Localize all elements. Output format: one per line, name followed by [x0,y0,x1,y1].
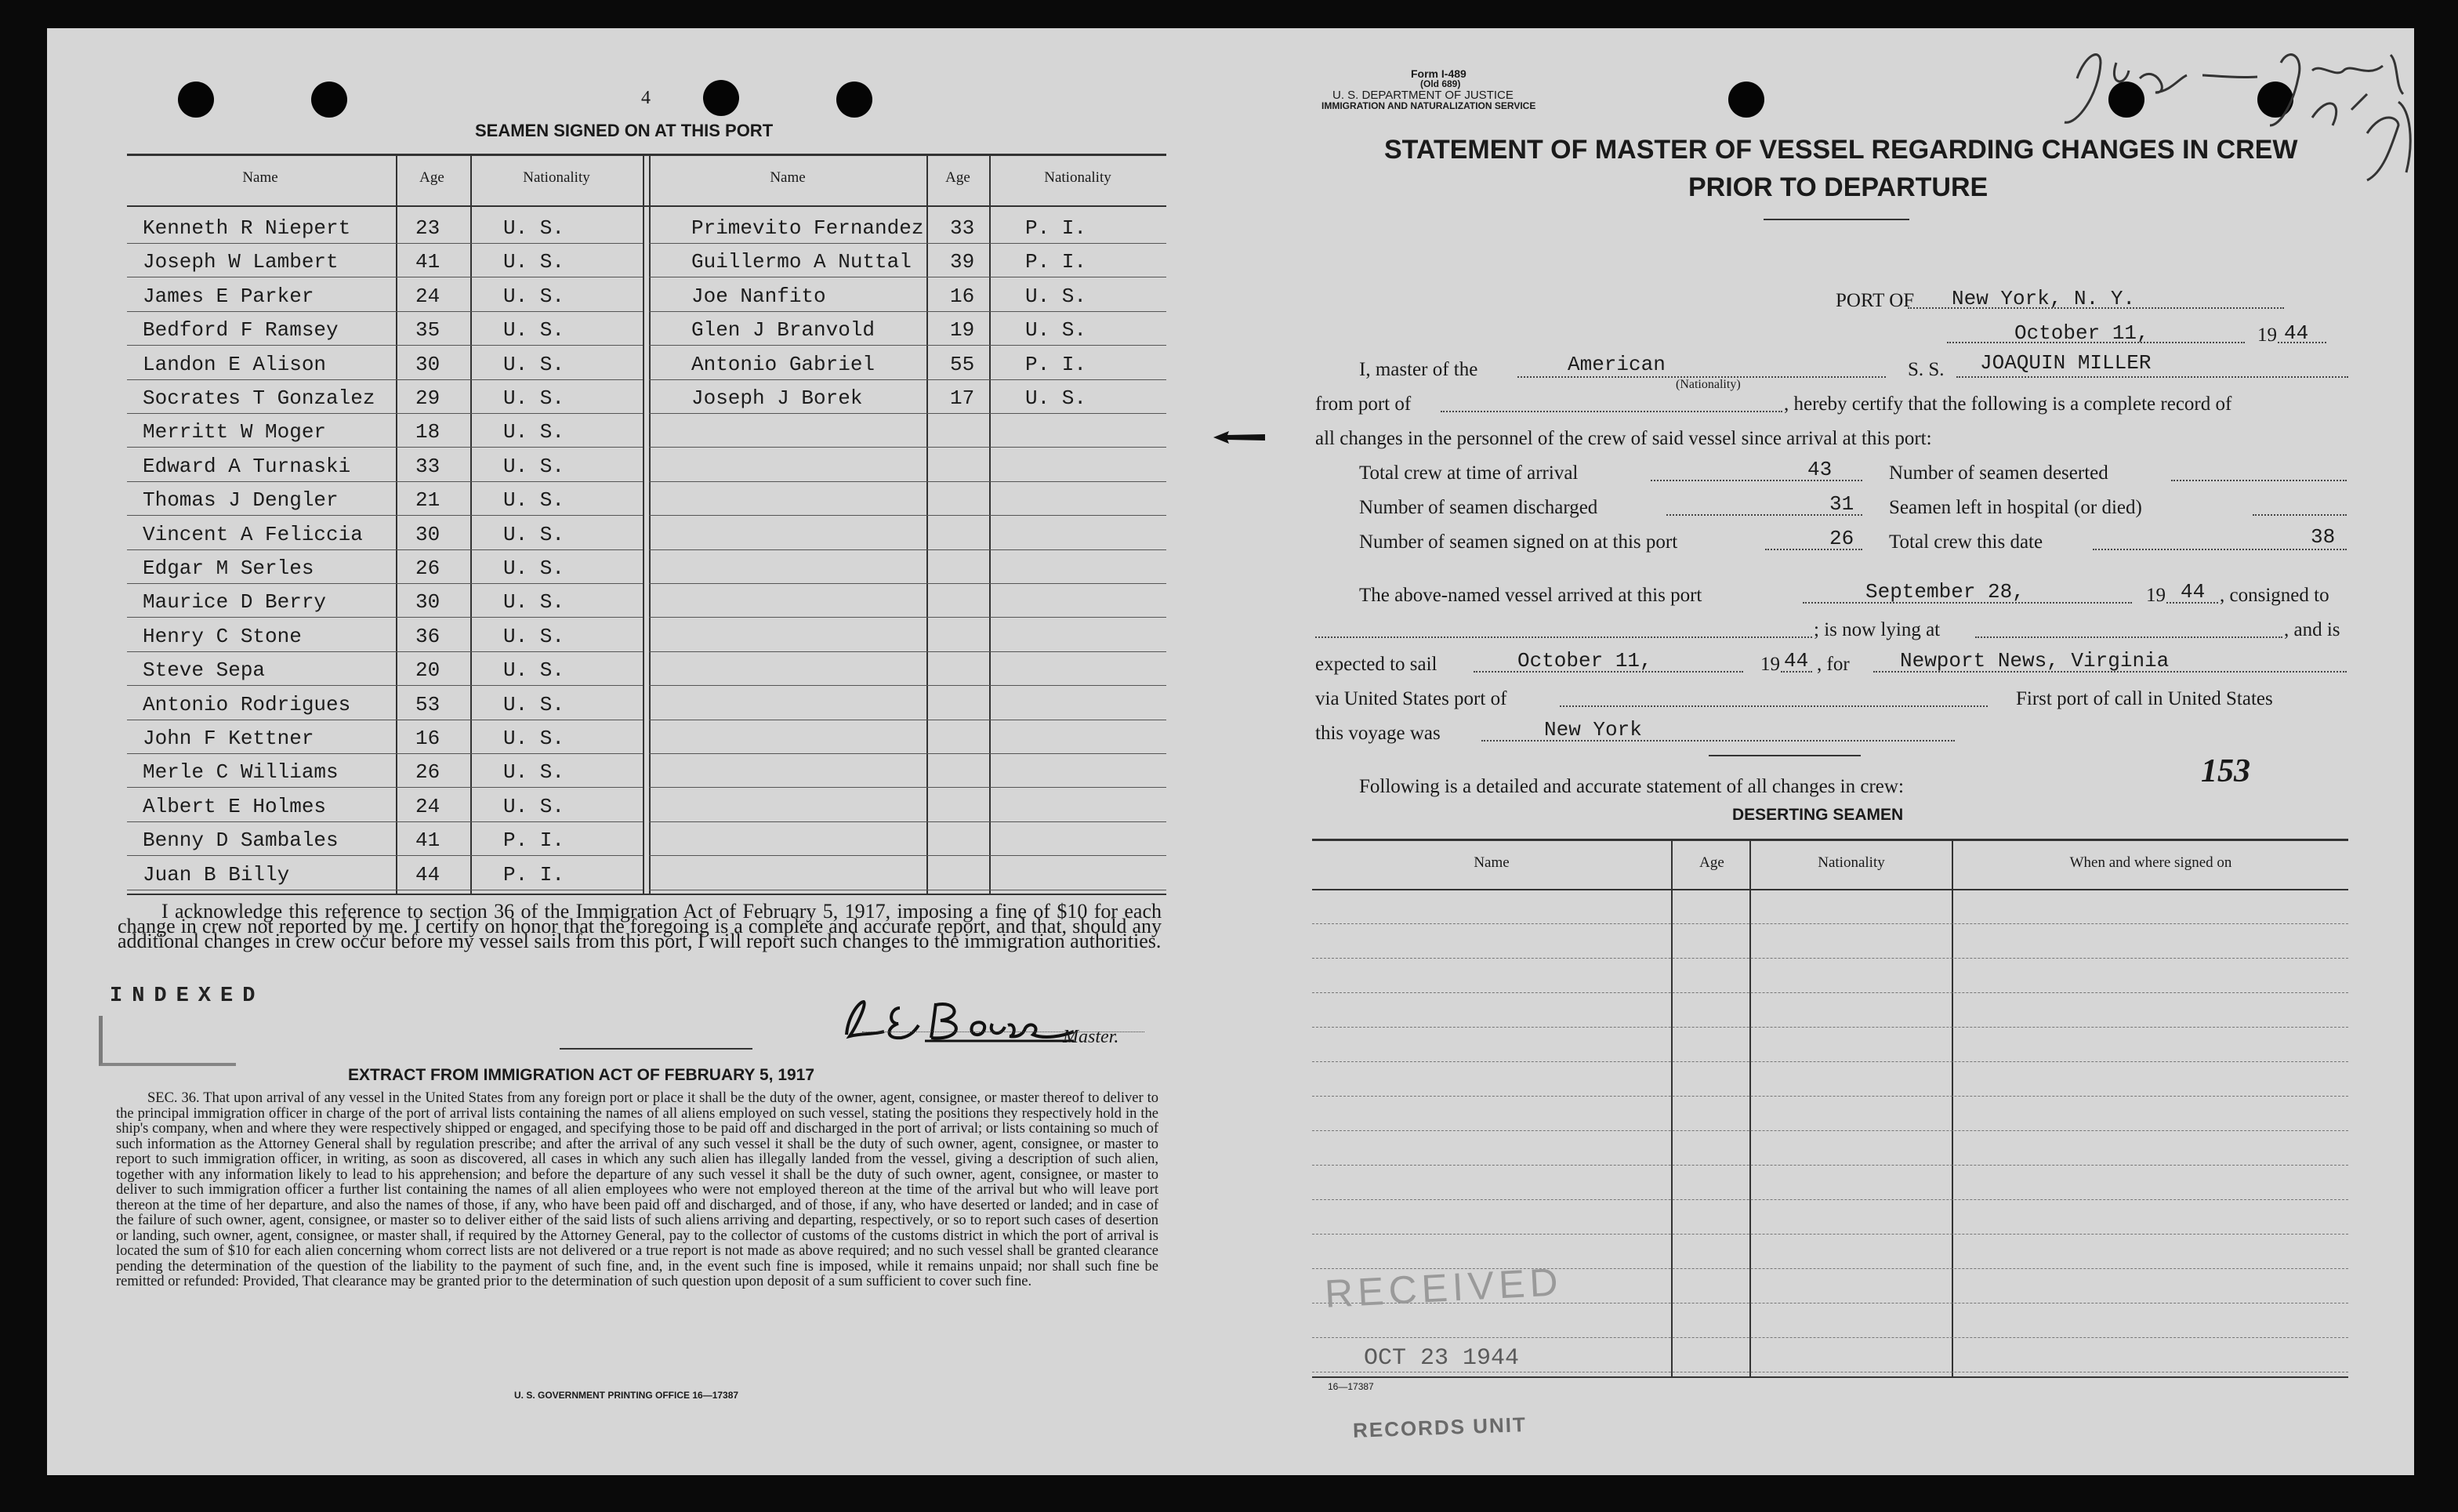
printing-office: U. S. GOVERNMENT PRINTING OFFICE 16—17387 [514,1390,739,1401]
date-value: October 11, [2014,321,2149,345]
total-crew-date: 38 [2311,525,2336,549]
row-rule [1312,1199,2348,1200]
seaman-nationality: U. S. [503,794,565,818]
for-label: , for [1817,654,1850,675]
via-label: via United States port of [1315,688,1507,709]
short-rule [1709,755,1861,756]
seaman-age: 41 [415,250,440,274]
sail-year: 44 [1784,649,1809,673]
table-row [127,314,643,347]
hospital-label: Seamen left in hospital (or died) [1889,497,2142,518]
col-header-name: Name [242,169,278,186]
row-rule [649,311,1166,312]
table-row [127,280,643,314]
seaman-nationality: P. I. [1025,216,1087,240]
port-value: New York, N. Y. [1952,287,2136,310]
via-line [1560,705,1988,707]
seaman-nationality: P. I. [503,862,565,887]
deserting-col-name: Name [1474,854,1510,871]
this-voyage-label: this voyage was [1315,723,1441,744]
expected-label: expected to sail [1315,654,1437,675]
total-crew-date-label: Total crew this date [1889,531,2043,553]
table-row [127,586,643,619]
table-row [127,824,643,858]
document-title: STATEMENT OF MASTER OF VESSEL REGARDING CHANGES IN CREW [1384,135,2298,165]
nationality-value: American [1568,353,1666,376]
seaman-age: 33 [950,216,975,240]
table-row [127,620,643,654]
seaman-name: Landon E Alison [143,352,327,376]
row-rule [649,413,1166,414]
row-rule [649,345,1166,346]
seaman-age: 30 [415,522,440,546]
seaman-nationality: P. I. [503,829,565,853]
arrived-label: The above-named vessel arrived at this port [1359,585,1702,606]
row-rule [1312,1337,2348,1338]
lying-line [1975,636,2282,638]
row-rule [1312,1061,2348,1062]
row-rule [127,753,643,754]
deserted-label: Number of seamen deserted [1889,462,2108,484]
seaman-age: 30 [415,590,440,615]
extract-title: EXTRACT FROM IMMIGRATION ACT OF FEBRUARY 5, 1917 [348,1066,815,1084]
seaman-nationality: U. S. [503,590,565,615]
seaman-nationality: U. S. [503,284,565,308]
seaman-age: 16 [950,284,975,308]
document-subtitle: PRIOR TO DEPARTURE [1688,172,1989,202]
arrived-date: September 28, [1865,580,2025,604]
table-header-rule [127,205,1166,207]
received-stamp: RECEIVED [1323,1260,1564,1316]
discharged-label: Number of seamen discharged [1359,497,1598,518]
nationality-caption: (Nationality) [1676,378,1741,391]
table-row [127,245,643,279]
sheet-number: 153 [2201,753,2250,789]
row-rule [649,787,1166,788]
page-number: 4 [641,88,651,108]
divider-rule [560,1048,752,1050]
col-header-name: Name [770,169,806,186]
row-rule [1312,1165,2348,1166]
deserting-table-bottom [1312,1376,2348,1378]
row-rule [1312,992,2348,993]
arrow-mark [1212,428,1267,447]
all-changes-text: all changes in the personnel of the crew of said vessel since arrival at this port: [1315,428,1932,449]
seaman-nationality: U. S. [503,692,565,716]
table-row [649,314,1166,347]
seaman-name: Benny D Sambales [143,829,339,853]
row-rule [1312,923,2348,924]
ship-name: JOAQUIN MILLER [1980,351,2152,375]
received-date: OCT 23 1944 [1364,1345,1520,1372]
master-of-label: I, master of the [1359,359,1478,380]
seaman-nationality: U. S. [1025,318,1087,343]
seaman-nationality: U. S. [503,522,565,546]
row-rule [649,753,1166,754]
row-rule [649,651,1166,652]
punch-hole [311,82,347,118]
form-code: 16—17387 [1328,1381,1374,1392]
destination: Newport News, Virginia [1900,649,2170,673]
col-divider [643,155,644,894]
seaman-name: Steve Sepa [143,658,266,683]
deserting-title: DESERTING SEAMEN [1732,806,1904,824]
seaman-name: James E Parker [143,284,314,308]
seaman-age: 33 [415,454,440,478]
table-row [127,858,643,892]
row-rule [127,787,643,788]
leader-dots [2253,514,2347,516]
seaman-age: 30 [415,352,440,376]
row-rule [649,583,1166,584]
service: IMMIGRATION AND NATURALIZATION SERVICE [1321,100,1536,111]
title-underline [1764,219,1909,220]
table-row [649,348,1166,382]
deserting-col-age: Age [1699,854,1724,871]
now-lying-at: ; is now lying at [1814,619,1941,640]
row-rule [1312,1234,2348,1235]
seaman-name: Juan B Billy [143,862,290,887]
row-rule [127,651,643,652]
table-row [127,518,643,552]
date-year: 44 [2284,321,2309,345]
seaman-name: Thomas J Dengler [143,488,339,513]
seaman-age: 35 [415,318,440,343]
seaman-nationality: U. S. [503,454,565,478]
extract-text: SEC. 36. That upon arrival of any vessel in the United States from any foreign port or place it shall be the duty of the owner, agent, consignee, or master thereof to deliver to the principal immigration officer in charge of the port of arrival lists containing the names of all aliens employed on such vessel, stating the positions they respectively hold in the ship's company, when and where they were respectively shipped or engaged, and specifying those to be paid off and discharged in the port of arrival; or lists containing so much of such information as the Attorney General shall by regulation prescribe; and after the arrival of any such vessel it shall be the duty of such owner, agent, consignee, or master to report to such immigration officer, in writing, as soon as discovered, all cases in which any such alien has illegally landed from the vessel, giving a description of such alien, together with any information likely to lead to his apprehension; and before the departure of any such vessel it shall be the duty of such owner, agent, consignee, or master to deliver to such immigration officer a further list containing the names of all alien employees who were not employed thereon at the time of the arrival but who will leave port thereon at the time of her departure, and also the names of those, if any, who have been paid off and discharged, and of those, if any, who have deserted or landed; and in case of the failure of such owner, agent, consignee, or master so to deliver either of the said lists of such aliens arriving and departing, respectively, or so to report such cases of desertion or landing, such owner, agent, consignee, or master shall, if required by the Attorney General, pay to the collector of customs of the customs district in which the port of arrival is located the sum of $10 for each alien concerning whom correct lists are not delivered or a true report is not made as above required; and no such vessel shall be granted clearance pending the determination of the question of the liability to the payment of such fine, and, in the event such fine is imposed, while it remains unpaid; nor shall such fine be remitted or refunded: Provided, That clearance may be granted prior to the determination of such question upon deposit of a sum sufficient to cover such fine. [116,1090,1158,1289]
deserting-col-signed-on: When and where signed on [2069,854,2232,871]
arrived-year: 44 [2181,580,2206,604]
row-rule [127,549,643,550]
seaman-age: 24 [415,794,440,818]
row-rule [649,481,1166,482]
col-header-nationality: Nationality [523,169,590,186]
punch-hole [1728,82,1764,118]
row-rule [649,617,1166,618]
seaman-name: Merle C Williams [143,760,339,785]
row-rule [649,855,1166,856]
port-label: PORT OF [1836,290,1915,311]
seaman-nationality: U. S. [1025,386,1087,410]
leader-dots [2171,480,2347,481]
table-row [127,348,643,382]
from-port-line [1441,411,1782,412]
seaman-nationality: U. S. [503,488,565,513]
seaman-age: 24 [415,284,440,308]
seaman-age: 26 [415,557,440,580]
form-number: Form I-489 [1411,67,1466,80]
row-rule [127,617,643,618]
ss-label: S. S. [1908,359,1945,380]
seaman-age: 20 [415,658,440,683]
seaman-name: Socrates T Gonzalez [143,386,375,410]
arrived-year-prefix: 19 [2146,585,2166,606]
table-bottom-rule [127,894,1166,895]
seaman-age: 29 [415,386,440,410]
sail-date: October 11, [1517,649,1652,673]
table-row [127,382,643,415]
row-rule [649,515,1166,516]
records-unit-stamp: RECORDS UNIT [1352,1412,1528,1442]
seaman-age: 17 [950,386,975,410]
seaman-name: Antonio Rodrigues [143,692,351,716]
seaman-age: 36 [415,624,440,648]
consignee-line [1315,636,1812,638]
deserting-col-nationality: Nationality [1818,854,1885,871]
seaman-nationality: P. I. [1025,352,1087,376]
seaman-age: 18 [415,420,440,444]
ship-name-line [1956,376,2348,378]
row-rule [1312,1130,2348,1131]
seaman-name: Primevito Fernandez [691,216,924,240]
col-divider [1952,840,1953,1376]
seaman-name: Joseph J Borek [691,386,863,410]
seaman-nationality: U. S. [503,386,565,410]
col-header-nationality: Nationality [1044,169,1111,186]
seaman-nationality: U. S. [503,216,565,240]
seaman-nationality: U. S. [503,420,565,444]
table-row [127,552,643,586]
seaman-name: Guillermo A Nuttal [691,250,912,274]
seaman-name: Henry C Stone [143,624,302,648]
row-rule [649,549,1166,550]
left-title: SEAMEN SIGNED ON AT THIS PORT [475,121,774,140]
consigned-to: , consigned to [2220,585,2329,606]
seaman-name: Bedford F Ramsey [143,318,339,343]
acknowledgement-text: I acknowledge this reference to section 36 of the Immigration Act of February 5, 1917, imposing a fine of $10 for each change in crew not reported by me. I certify on honor that the foregoing is a complete and accurate report, and that, should any additional changes in crew occur before my vessel sails from this port, I will report such changes to the immigration authorities. [118,900,1162,952]
seaman-name: Glen J Branvold [691,318,876,343]
department: U. S. DEPARTMENT OF JUSTICE [1332,89,1514,102]
seaman-name: Maurice D Berry [143,590,327,615]
handwritten-note [2054,31,2422,188]
first-port-label: First port of call in United States [2016,688,2273,709]
table-row [127,212,643,245]
seaman-age: 55 [950,352,975,376]
and-is: , and is [2284,619,2340,640]
table-row [649,382,1166,415]
row-rule [1312,958,2348,959]
row-rule [127,515,643,516]
row-rule [649,685,1166,686]
signed-on-label: Number of seamen signed on at this port [1359,531,1678,553]
certify-text: , hereby certify that the following is a complete record of [1784,393,2232,415]
seaman-nationality: U. S. [1025,284,1087,308]
seaman-name: Joe Nanfito [691,284,826,308]
seaman-age: 26 [415,760,440,785]
seaman-name: Edgar M Serles [143,557,314,580]
table-row [127,654,643,687]
table-row [127,756,643,789]
seaman-nationality: U. S. [503,318,565,343]
indexed-mark [99,1016,236,1066]
row-rule [127,311,643,312]
master-label: Master. [1063,1027,1119,1047]
following-text: Following is a detailed and accurate statement of all changes in crew: [1359,776,1904,797]
first-port-value: New York [1544,718,1642,741]
row-rule [127,481,643,482]
deserting-table-top [1312,839,2348,841]
seaman-name: Antonio Gabriel [691,352,876,376]
master-signature [839,992,1082,1046]
row-rule [127,821,643,822]
col-header-age: Age [945,169,970,186]
seaman-age: 39 [950,250,975,274]
col-divider [1671,840,1673,1376]
row-rule [649,379,1166,380]
seaman-nationality: U. S. [503,557,565,580]
sail-year-prefix: 19 [1760,654,1780,675]
table-row [649,280,1166,314]
row-rule [1312,1027,2348,1028]
seaman-age: 53 [415,692,440,716]
deserting-header-rule [1312,889,2348,890]
discharged: 31 [1829,492,1854,516]
seaman-nationality: U. S. [503,352,565,376]
seaman-name: Albert E Holmes [143,794,327,818]
table-row [127,415,643,449]
table-row [127,790,643,824]
seaman-age: 21 [415,488,440,513]
seaman-age: 41 [415,829,440,853]
signed-on: 26 [1829,527,1854,550]
seaman-age: 19 [950,318,975,343]
total-crew-arrival: 43 [1807,458,1833,481]
row-rule [649,821,1166,822]
table-row [649,212,1166,245]
seaman-age: 16 [415,727,440,750]
seaman-nationality: P. I. [1025,250,1087,274]
punch-hole [836,82,872,118]
seaman-age: 44 [415,862,440,887]
seaman-name: Vincent A Feliccia [143,522,363,546]
seaman-nationality: U. S. [503,624,565,648]
total-crew-arrival-label: Total crew at time of arrival [1359,462,1579,484]
punch-hole [703,80,739,116]
seaman-name: Merritt W Moger [143,420,327,444]
from-port-label: from port of [1315,393,1412,415]
table-row [127,722,643,756]
table-row [127,484,643,517]
seaman-name: Joseph W Lambert [143,250,339,274]
form-old: (Old 689) [1420,78,1461,89]
col-header-age: Age [419,169,444,186]
table-row [127,688,643,722]
row-rule [127,413,643,414]
row-rule [127,345,643,346]
table-row [127,450,643,484]
table-top-rule [127,154,1166,156]
table-row [649,245,1166,279]
date-year-prefix: 19 [2257,325,2277,346]
col-divider [1749,840,1751,1376]
row-rule [127,379,643,380]
leader-dots [2093,549,2347,550]
row-rule [649,447,1166,448]
punch-hole [178,82,214,118]
seaman-nationality: U. S. [503,760,565,785]
row-rule [127,855,643,856]
row-rule [1312,1096,2348,1097]
seaman-name: Edward A Turnaski [143,454,351,478]
seaman-nationality: U. S. [503,658,565,683]
seaman-nationality: U. S. [503,727,565,750]
seaman-age: 23 [415,216,440,240]
seaman-name: John F Kettner [143,727,314,750]
row-rule [127,685,643,686]
indexed-stamp: INDEXED [110,984,265,1008]
row-rule [127,447,643,448]
row-rule [127,243,643,244]
row-rule [649,243,1166,244]
seaman-name: Kenneth R Niepert [143,216,351,240]
row-rule [127,583,643,584]
seaman-nationality: U. S. [503,250,565,274]
